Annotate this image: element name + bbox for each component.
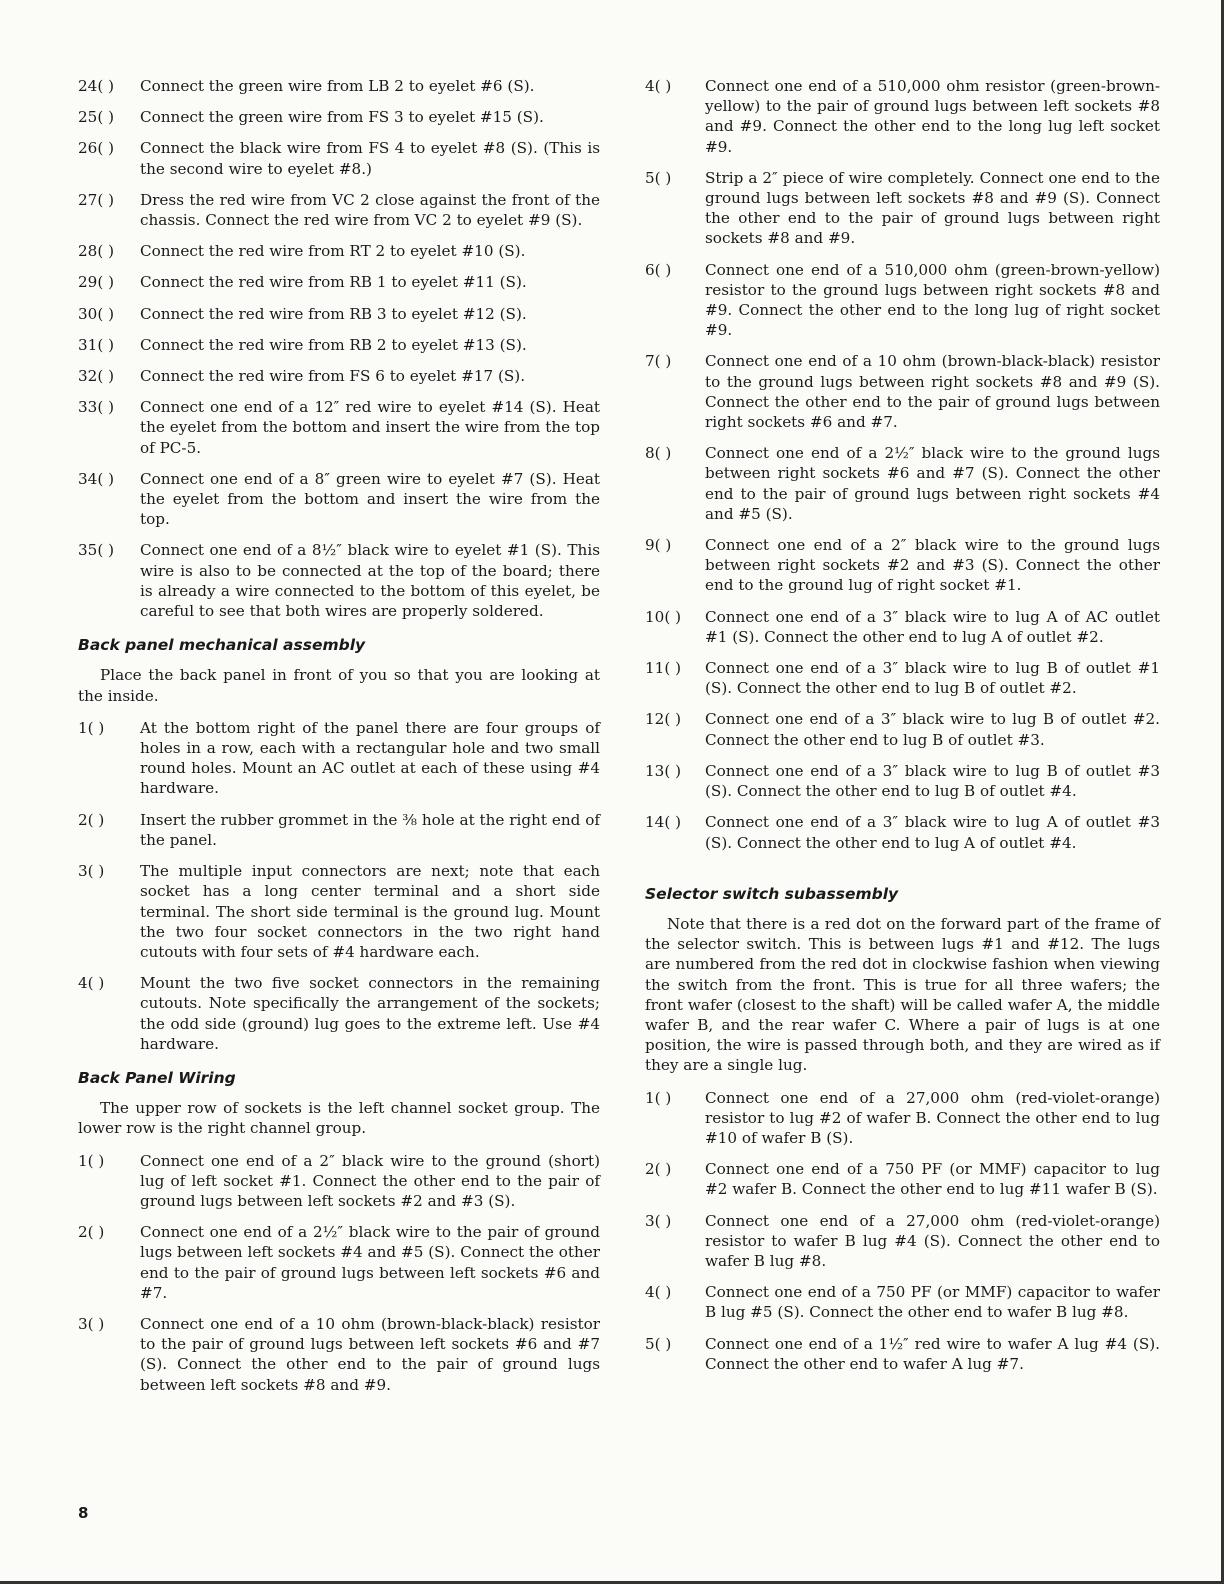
- step-item: [78, 1314, 600, 1395]
- step-number: 3( ): [78, 1314, 105, 1333]
- left-steps-mech: [78, 718, 600, 1054]
- step-number: 3( ): [645, 1211, 672, 1230]
- step-text: Connect one end of a 3″ black wire to lug A of AC outlet #1 (S). Connect the other end to lug A of outlet #2.: [705, 607, 1160, 646]
- step-number: 30( ): [78, 304, 115, 323]
- step-number: 2( ): [78, 810, 105, 829]
- step-item: [645, 1282, 1160, 1322]
- step-text: The multiple input connectors are next; note that each socket has a long center terminal and a short side terminal. The short side terminal is the ground lug. Mount the two four socket connectors in the two right hand cutouts with four sets of #4 hardware each.: [140, 862, 600, 961]
- step-item: [645, 761, 1160, 801]
- step-item: [78, 1222, 600, 1303]
- right-column: [645, 76, 1160, 1385]
- step-item: [78, 304, 600, 324]
- step-item: [78, 241, 600, 261]
- step-item: [78, 366, 600, 386]
- step-number: 4( ): [645, 77, 672, 95]
- step-number: 2( ): [645, 1160, 672, 1179]
- step-number: 27( ): [78, 190, 115, 209]
- step-number: 32( ): [78, 367, 115, 386]
- step-number: 4( ): [645, 1283, 672, 1302]
- step-item: [78, 76, 600, 96]
- step-item: [645, 1211, 1160, 1272]
- step-number: 29( ): [78, 273, 115, 292]
- step-number: 3( ): [78, 862, 105, 881]
- para-selector-switch: Note that there is a red dot on the forward part of the frame of the selector switch. This is between lugs #1 and #12. The lugs are numbered from the red dot in clockwise fashion when viewing the switch from the front. This is true for all three wafers; the front wafer (closest to the shaft) will be called wafer A, the middle wafer B, and the rear wafer C. Where a pair of lugs is at one position, the wire is passed through both, and they are wired as if they are a single lug.: [645, 914, 1160, 1075]
- right-steps-a: [645, 76, 1160, 853]
- step-text: Connect one end of a 10 ohm (brown-black-black) resistor to the pair of ground lugs between left sockets #6 and #7 (S). Connect the other end to the pair of ground lugs between left sockets #8 and #9.: [140, 1314, 600, 1394]
- step-text: Connect the black wire from FS 4 to eyelet #8 (S). (This is the second wire to eyelet #8.): [140, 139, 600, 178]
- step-text: Connect one end of a 1½″ red wire to wafer A lug #4 (S). Connect the other end to wafer A lug #7.: [705, 1334, 1160, 1373]
- step-text: Connect one end of a 3″ black wire to lug B of outlet #2. Connect the other end to lug B of outlet #3.: [705, 710, 1160, 749]
- step-text: Connect one end of a 750 PF (or MMF) capacitor to lug #2 wafer B. Connect the other end to lug #11 wafer B (S).: [705, 1160, 1160, 1199]
- step-number: 25( ): [78, 108, 115, 127]
- step-number: 1( ): [645, 1088, 672, 1107]
- step-text: Connect the red wire from RB 3 to eyelet #12 (S).: [140, 304, 527, 323]
- step-text: Connect one end of a 12″ red wire to eyelet #14 (S). Heat the eyelet from the bottom and insert the wire from the top of PC-5.: [140, 398, 600, 457]
- step-text: Dress the red wire from VC 2 close against the front of the chassis. Connect the red wire from VC 2 to eyelet #9 (S).: [140, 190, 600, 230]
- step-number: 1( ): [78, 1151, 105, 1170]
- step-item: [78, 973, 600, 1054]
- step-text: Connect one end of a 3″ black wire to lug B of outlet #1 (S). Connect the other end to lug B of outlet #2.: [705, 659, 1160, 698]
- step-text: Connect one end of a 510,000 ohm (green-brown-yellow) resistor to the ground lugs between right sockets #8 and #9. Connect the other end to the long lug of right socket #9.: [705, 260, 1160, 340]
- step-text: Mount the two five socket connectors in the remaining cutouts. Note specifically the arrangement of the sockets; the odd side (ground) lug goes to the extreme left. Use #4 hardware.: [140, 974, 600, 1053]
- step-item: [645, 535, 1160, 596]
- para-back-panel-wiring: The upper row of sockets is the left channel socket group. The lower row is the right channel group.: [78, 1099, 600, 1138]
- step-item: [645, 1334, 1160, 1374]
- step-number: 34( ): [78, 469, 115, 488]
- step-text: Connect the red wire from RT 2 to eyelet #10 (S).: [140, 242, 526, 261]
- step-item: [645, 1088, 1160, 1149]
- page-number: 8: [78, 1504, 89, 1522]
- step-text: Connect the red wire from RB 1 to eyelet #11 (S).: [140, 273, 527, 292]
- step-text: Connect one end of a 2″ black wire to the ground (short) lug of left socket #1. Connect the other end to the pair of ground lugs between left sockets #2 and #3 (S).: [140, 1151, 600, 1210]
- step-text: Connect one end of a 2½″ black wire to the pair of ground lugs between left sockets #4 and #5 (S). Connect the other end to the pair of ground lugs between left sockets #6 and #7.: [140, 1223, 600, 1302]
- step-text: Connect one end of a 750 PF (or MMF) capacitor to wafer B lug #5 (S). Connect the other end to wafer B lug #8.: [705, 1283, 1160, 1322]
- heading-back-panel-mechanical: Back panel mechanical assembly: [78, 636, 366, 655]
- step-text: Insert the rubber grommet in the ⅜ hole at the right end of the panel.: [140, 810, 600, 849]
- step-number: 24( ): [78, 77, 115, 95]
- step-text: Connect one end of a 27,000 ohm (red-violet-orange) resistor to lug #2 of wafer B. Connect the other end to lug #10 of wafer B (S).: [705, 1088, 1160, 1147]
- step-item: [78, 469, 600, 530]
- step-item: [78, 540, 600, 621]
- step-number: 14( ): [645, 813, 682, 832]
- step-text: Connect one end of a 2½″ black wire to the ground lugs between right sockets #6 and #7 (S). Connect the other end to the pair of ground lugs between right sockets #4 and #5 (S).: [705, 444, 1160, 523]
- step-item: [78, 335, 600, 355]
- left-column: [78, 76, 600, 1406]
- step-item: [645, 709, 1160, 749]
- step-number: 28( ): [78, 242, 115, 261]
- step-text: Connect one end of a 8½″ black wire to eyelet #1 (S). This wire is also to be connected at the top of the board; there is already a wire connected to the bottom of this eyelet, be careful to see that both wires are properly soldered.: [140, 541, 600, 621]
- step-item: [78, 107, 600, 127]
- step-text: Connect one end of a 3″ black wire to lug A of outlet #3 (S). Connect the other end to lug A of outlet #4.: [705, 813, 1160, 852]
- step-text: Connect the red wire from RB 2 to eyelet #13 (S).: [140, 335, 527, 354]
- heading-selector-switch: Selector switch subassembly: [645, 884, 899, 903]
- step-text: Connect one end of a 10 ohm (brown-black-black) resistor to the ground lugs between right sockets #8 and #9 (S). Connect the other end to the pair of ground lugs between right sockets #6 and #7.: [705, 352, 1160, 432]
- step-number: 26( ): [78, 139, 115, 158]
- step-item: [78, 861, 600, 962]
- step-item: [78, 1151, 600, 1212]
- step-text: Connect the red wire from FS 6 to eyelet #17 (S).: [140, 367, 526, 386]
- step-number: 8( ): [645, 444, 672, 463]
- para-back-panel-mechanical: Place the back panel in front of you so that you are looking at the inside.: [78, 666, 600, 705]
- step-item: [645, 351, 1160, 432]
- step-item: [645, 76, 1160, 157]
- step-number: 35( ): [78, 541, 115, 560]
- left-steps-wiring: [78, 1151, 600, 1395]
- step-item: [78, 810, 600, 850]
- step-item: [78, 397, 600, 458]
- step-number: 33( ): [78, 398, 115, 417]
- step-item: [78, 138, 600, 178]
- step-number: 6( ): [645, 260, 672, 279]
- step-text: Connect the green wire from LB 2 to eyelet #6 (S).: [140, 77, 535, 95]
- step-text: Connect one end of a 27,000 ohm (red-violet-orange) resistor to wafer B lug #4 (S). Connect the other end to wafer B lug #8.: [705, 1211, 1160, 1270]
- step-number: 1( ): [78, 718, 105, 737]
- step-item: [78, 190, 600, 230]
- step-item: [78, 272, 600, 292]
- step-item: [645, 607, 1160, 647]
- step-item: [645, 443, 1160, 524]
- step-number: 5( ): [645, 1334, 672, 1353]
- step-number: 13( ): [645, 761, 682, 780]
- step-text: Connect the green wire from FS 3 to eyelet #15 (S).: [140, 108, 544, 127]
- step-text: At the bottom right of the panel there are four groups of holes in a row, each with a rectangular hole and two small round holes. Mount an AC outlet at each of these using #4 hardware.: [140, 718, 600, 798]
- step-item: [645, 260, 1160, 341]
- step-number: 12( ): [645, 710, 682, 729]
- step-item: [78, 718, 600, 799]
- heading-back-panel-wiring: Back Panel Wiring: [78, 1068, 236, 1087]
- step-item: [645, 168, 1160, 249]
- step-item: [645, 658, 1160, 698]
- step-text: Connect one end of a 2″ black wire to the ground lugs between right sockets #2 and #3 (S). Connect the other end to the ground lug of right socket #1.: [705, 536, 1160, 595]
- right-steps-selector: [645, 1088, 1160, 1374]
- step-number: 2( ): [78, 1223, 105, 1242]
- step-text: Connect one end of a 510,000 ohm resistor (green-brown-yellow) to the pair of ground lugs between left sockets #8 and #9. Connect the other end to the long lug left socket #9.: [705, 77, 1160, 156]
- step-number: 4( ): [78, 974, 105, 993]
- step-text: Connect one end of a 3″ black wire to lug B of outlet #3 (S). Connect the other end to lug B of outlet #4.: [705, 761, 1160, 801]
- step-item: [645, 812, 1160, 852]
- step-number: 10( ): [645, 607, 682, 626]
- step-text: Strip a 2″ piece of wire completely. Connect one end to the ground lugs between left sockets #8 and #9 (S). Connect the other end to the pair of ground lugs between right sockets #8 and #9.: [705, 168, 1160, 248]
- step-item: [645, 1159, 1160, 1199]
- step-number: 9( ): [645, 536, 672, 555]
- step-text: Connect one end of a 8″ green wire to eyelet #7 (S). Heat the eyelet from the bottom and insert the wire from the top.: [140, 469, 600, 529]
- step-number: 31( ): [78, 335, 115, 354]
- step-number: 5( ): [645, 168, 672, 187]
- left-steps-a: [78, 76, 600, 621]
- step-number: 11( ): [645, 659, 682, 678]
- step-number: 7( ): [645, 352, 672, 371]
